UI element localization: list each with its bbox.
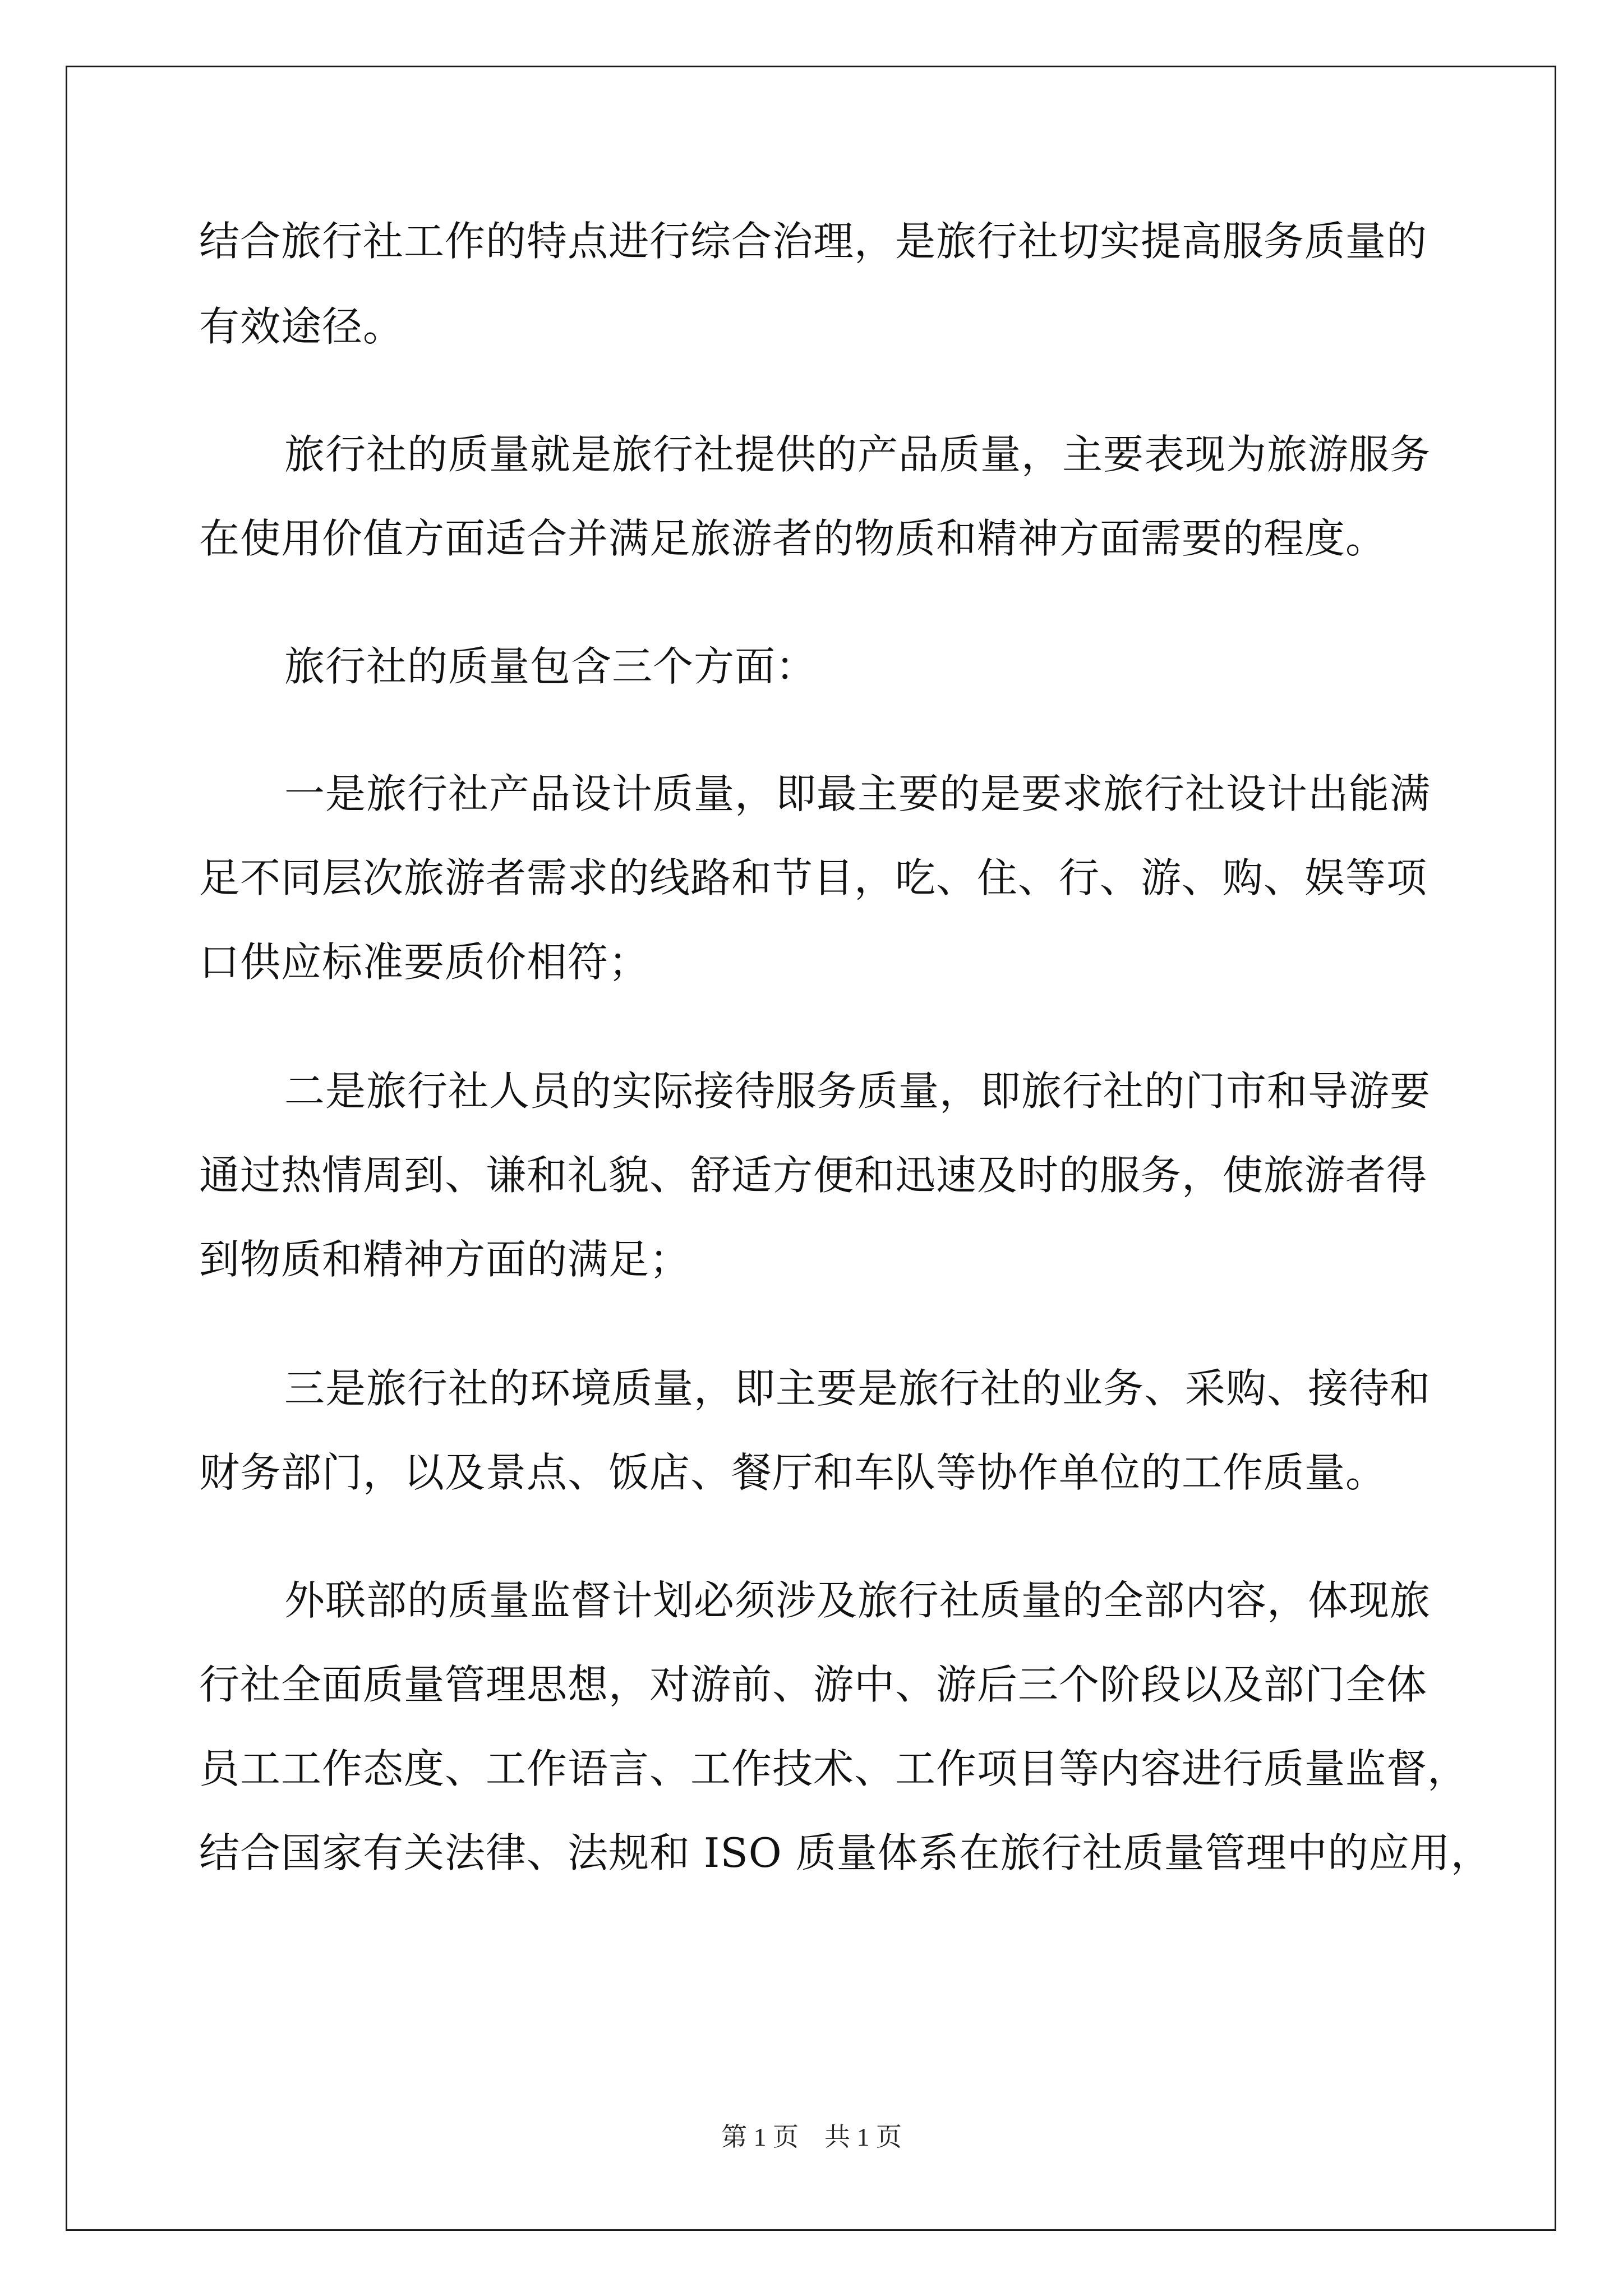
text-line: 行社全面质量管理思想，对游前、游中、游后三个阶段以及部门全体: [199, 1661, 1428, 1708]
text-line: 财务部门，以及景点、饭店、餐厅和车队等协作单位的工作质量。: [199, 1449, 1387, 1496]
text-line: 在使用价值方面适合并满足旅游者的物质和精神方面需要的程度。: [199, 515, 1387, 562]
paragraph-start-line: 旅行社的质量包含三个方面：: [284, 643, 817, 690]
text-line: 结合旅行社工作的特点进行综合治理，是旅行社切实提高服务质量的: [199, 218, 1428, 265]
text-line: 到物质和精神方面的满足；: [199, 1236, 691, 1283]
text-line: 通过热情周到、谦和礼貌、舒适方便和迅速及时的服务，使旅游者得: [199, 1152, 1428, 1199]
page-number-total: 共 1 页: [824, 2123, 902, 2151]
text-line: 结合国家有关法律、法规和 ISO 质量体系在旅行社质量管理中的应用，: [199, 1829, 1492, 1876]
text-line: 员工工作态度、工作语言、工作技术、工作项目等内容进行质量监督，: [199, 1745, 1469, 1792]
page-number-current: 第 1 页: [721, 2123, 799, 2151]
paragraph-start-line: 旅行社的质量就是旅行社提供的产品质量，主要表现为旅游服务: [284, 431, 1431, 478]
paragraph-start-line: 三是旅行社的环境质量，即主要是旅行社的业务、采购、接待和: [284, 1365, 1431, 1412]
paragraph-start-line: 外联部的质量监督计划必须涉及旅行社质量的全部内容，体现旅: [284, 1577, 1431, 1624]
page-footer: [0, 2120, 1623, 2154]
text-line: 足不同层次旅游者需求的线路和节目，吃、住、行、游、购、娱等项: [199, 854, 1428, 901]
text-line: 口供应标准要质价相符；: [199, 938, 650, 986]
paragraph-start-line: 一是旅行社产品设计质量，即最主要的是要求旅行社设计出能满: [284, 770, 1431, 817]
text-line: 有效途径。: [199, 303, 404, 350]
paragraph-start-line: 二是旅行社人员的实际接待服务质量，即旅行社的门市和导游要: [284, 1068, 1431, 1115]
